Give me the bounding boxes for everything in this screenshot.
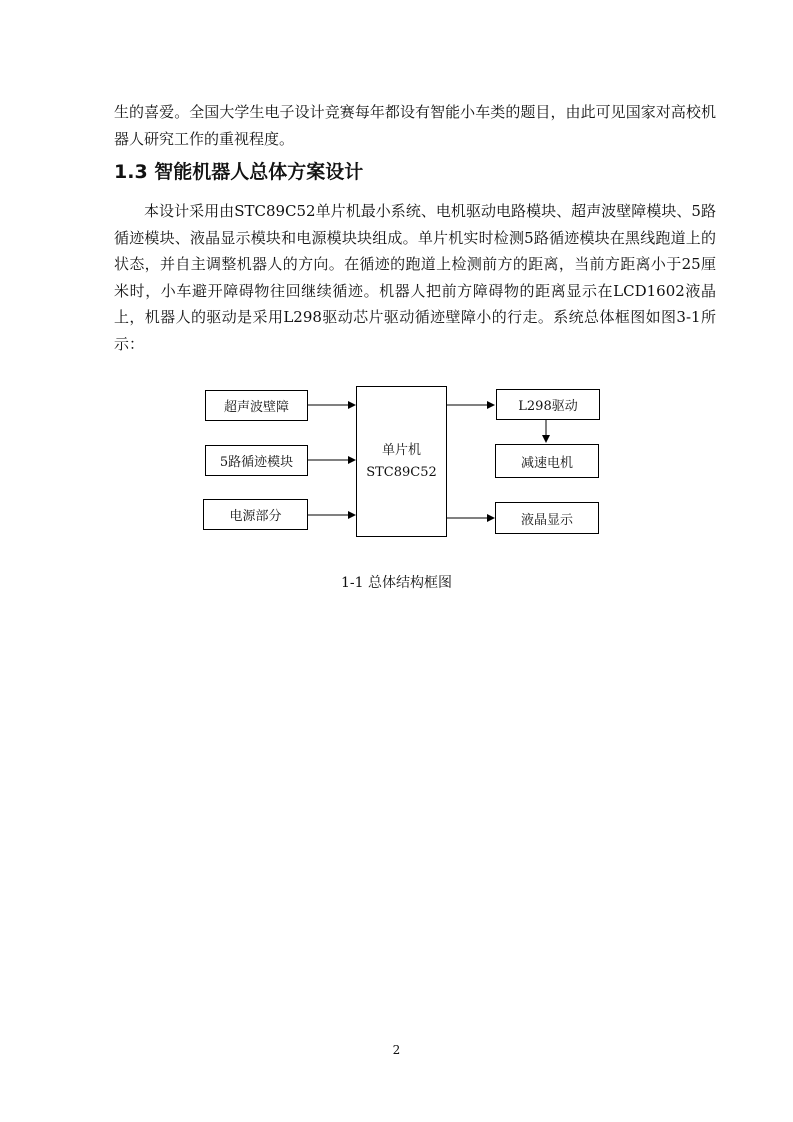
page-number: 2 — [392, 1043, 401, 1057]
mcu-block — [356, 386, 447, 537]
body-paragraph: 本设计采用由STC89C52单片机最小系统、电机驱动电路模块、超声波壁障模块、5路循迹模块、液晶显示模块和电源模块块组成。单片机实时检测5路循迹模块在黑线跑道上的状态，并自主调整机器人的方向。在循迹的跑道上检测前方的距离，当前方距离小于25厘米时，小车避开障碍物往回继续循迹。机器人把前方障碍物的距离显示在LCD1602液晶上，机器人的驱动是采用L298驱动芯片驱动循迹壁障小的行走。系统总体框图如图3-1所示： — [114, 202, 716, 353]
body-paragraph: 生的喜爱。全国大学生电子设计竞赛每年都设有智能小车类的题目，由此可见国家对高校机器人研究工作的重视程度。 — [114, 103, 716, 148]
figure-caption: 1-1 总体结构框图 — [341, 575, 452, 591]
system-block-diagram — [200, 383, 605, 543]
output-block-lcd: 液晶显示 — [495, 502, 599, 534]
section-heading: 1.3 智能机器人总体方案设计 — [114, 161, 364, 183]
input-block-power: 电源部分 — [203, 499, 308, 530]
output-block-l298: L298驱动 — [496, 389, 600, 420]
input-block-ultrasonic: 超声波壁障 — [205, 390, 308, 421]
mcu-label: 单片机 — [381, 442, 421, 458]
input-block-tracking: 5路循迹模块 — [205, 445, 308, 476]
mcu-model: STC89C52 — [366, 464, 437, 480]
output-block-motor: 减速电机 — [495, 444, 599, 478]
